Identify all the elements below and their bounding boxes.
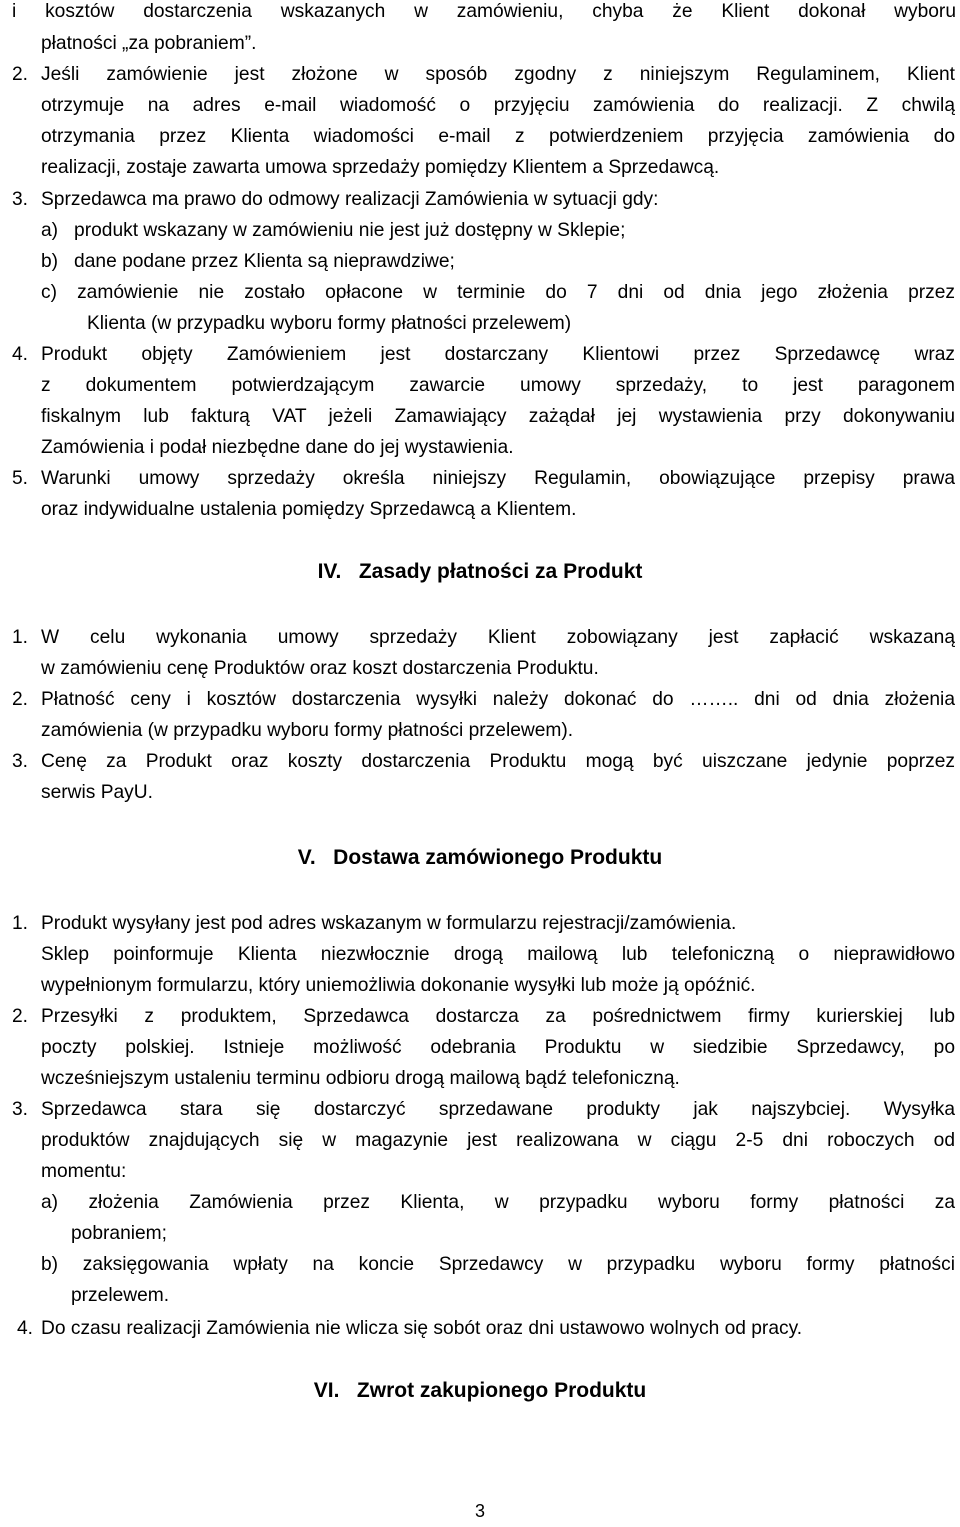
list-number: 3. [12,189,29,210]
text-line: Płatność ceny i kosztów dostarczenia wysyłki należy dokonać do …….. dni od dnia złożenia [41,689,955,710]
text-line: wcześniejszym ustaleniu terminu odbioru drogą mailową bądź telefoniczną. [41,1068,680,1089]
text-line: przelewem. [71,1285,170,1306]
section-heading: IV. Zasady płatności za Produkt [317,560,643,583]
text-line: Jeśli zamówienie jest złożone w sposób zgodny z niniejszym Regulaminem, Klient [41,64,955,85]
text-line: oraz indywidualne ustalenia pomiędzy Sprzedawcą a Klientem. [41,499,577,520]
text-line: otrzymuje na adres e-mail wiadomość o przyjęciu zamówienia do realizacji. Z chwilą [41,95,955,116]
text-line: płatności „za pobraniem”. [41,33,257,54]
text-line: w zamówieniu cenę Produktów oraz koszt dostarczenia Produktu. [41,658,599,679]
text-line: Sprzedawca stara się dostarczyć sprzedawane produkty jak najszybciej. Wysyłka [41,1099,955,1120]
text-line: i kosztów dostarczenia wskazanych w zamówieniu, chyba że Klient dokonał wyboru [12,1,956,22]
list-subitem: b) zaksięgowania wpłaty na koncie Sprzedawcy w przypadku wyboru formy płatności [41,1254,955,1275]
list-number: 1. [12,913,29,934]
text-line: Sprzedawca ma prawo do odmowy realizacji Zamówienia w sytuacji gdy: [41,189,659,210]
text-line: momentu: [41,1161,127,1182]
text-line: poczty polskiej. Istnieje możliwość odebrania Produktu w siedzibie Sprzedawcy, po [41,1037,955,1058]
list-number: 5. [12,468,29,489]
list-number: 4. [12,344,29,365]
text-line: Cenę za Produkt oraz koszty dostarczenia Produktu mogą być uiszczane jedynie poprzez [41,751,955,772]
section-heading: V. Dostawa zamówionego Produktu [297,846,663,869]
list-subitem: b) dane podane przez Klienta są nieprawdziwe; [41,251,455,272]
text-line: Klienta (w przypadku wyboru formy płatności przelewem) [87,313,572,334]
text-line: Zamówienia i podał niezbędne dane do jej wystawienia. [41,437,514,458]
text-line: otrzymania przez Klienta wiadomości e-mail z potwierdzeniem przyjęcia zamówienia do [41,126,955,147]
text-line: serwis PayU. [41,782,153,803]
text-line: realizacji, zostaje zawarta umowa sprzedaży pomiędzy Klientem a Sprzedawcą. [41,157,720,178]
text-line: wypełnionym formularzu, który uniemożliwia dokonanie wysyłki lub może ją opóźnić. [41,975,756,996]
text-line: z dokumentem potwierdzającym zawarcie umowy sprzedaży, to jest paragonem [41,375,955,396]
list-number: 2. [12,689,29,710]
text-line: fiskalnym lub fakturą VAT jeżeli Zamawiający zażądał jej wystawienia przy dokonywaniu [41,406,955,427]
list-number: 3. [12,751,29,772]
text-line: Produkt objęty Zamówieniem jest dostarczany Klientowi przez Sprzedawcę wraz [41,344,955,365]
text-line: Do czasu realizacji Zamówienia nie wlicza się sobót oraz dni ustawowo wolnych od pracy. [41,1318,803,1339]
list-subitem: a) złożenia Zamówienia przez Klienta, w przypadku wyboru formy płatności za [41,1192,955,1213]
list-number: 4. [17,1318,34,1339]
list-number: 1. [12,627,29,648]
text-line: produktów znajdujących się w magazynie jest realizowana w ciągu 2-5 dni roboczych od [41,1130,955,1151]
text-line: zamówienia (w przypadku wyboru formy płatności przelewem). [41,720,574,741]
page-number: 3 [474,1501,485,1521]
text-line: pobraniem; [71,1223,167,1244]
list-number: 2. [12,64,29,85]
list-subitem: c) zamówienie nie zostało opłacone w terminie do 7 dni od dnia jego złożenia przez [41,282,955,303]
text-line: Warunki umowy sprzedaży określa niniejszy Regulamin, obowiązujące przepisy prawa [41,468,955,489]
list-number: 2. [12,1006,29,1027]
text-line: Produkt wysyłany jest pod adres wskazanym w formularzu rejestracji/zamówienia. [41,913,737,934]
text-line: Przesyłki z produktem, Sprzedawca dostarcza za pośrednictwem firmy kurierskiej lub [41,1006,955,1027]
list-subitem: a) produkt wskazany w zamówieniu nie jest już dostępny w Sklepie; [41,220,626,241]
list-number: 3. [12,1099,29,1120]
text-line: Sklep poinformuje Klienta niezwłocznie drogą mailową lub telefoniczną o nieprawidłowo [41,944,955,965]
text-line: W celu wykonania umowy sprzedaży Klient zobowiązany jest zapłacić wskazaną [41,627,955,648]
section-heading: VI. Zwrot zakupionego Produktu [313,1379,647,1402]
